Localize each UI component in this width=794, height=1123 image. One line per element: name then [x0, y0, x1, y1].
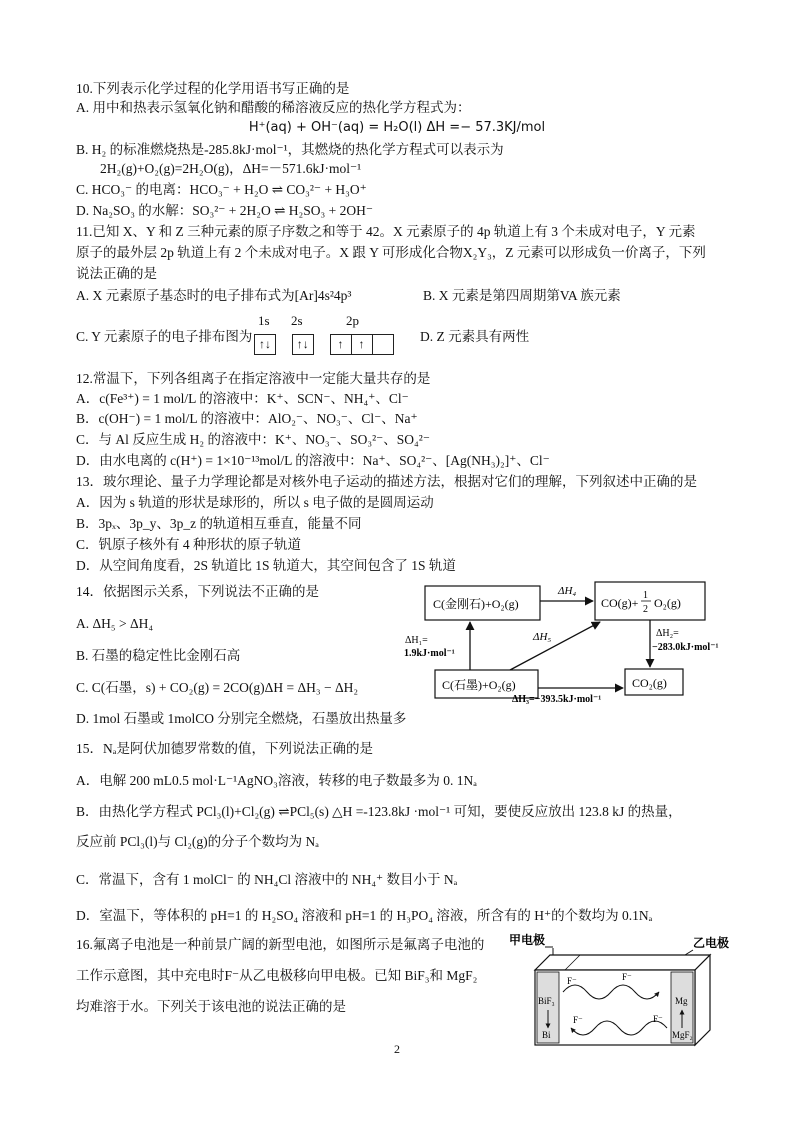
right-bottom-label: MgF₂ [672, 1030, 693, 1040]
q15-stem: 15．Nₐ是阿伏加德罗常数的值，下列说法正确的是 [76, 741, 373, 756]
q14-option-c: C. C(石墨，s) + CO₂(g) = 2CO(g)ΔH = ΔH₃ − ΔH₂ [76, 680, 359, 695]
q10-stem: 10.下列表示化学过程的化学用语书写正确的是 [76, 81, 350, 96]
ion-label-2: F⁻ [622, 972, 632, 982]
arrow-dh5 [510, 622, 600, 670]
battery-diagram [505, 930, 745, 1050]
left-top-label: BiF₃ [538, 996, 555, 1006]
half-denominator: 2 [643, 604, 648, 615]
box-co2-label: CO₂(g) [632, 676, 667, 690]
q16-stem-line3: 均难溶于水。下列关于该电池的说法正确的是 [76, 999, 346, 1014]
orbital-label-2s: 2s [291, 313, 303, 328]
q13-option-a: A．因为 s 轨道的形状是球形的，所以 s 电子做的是圆周运动 [76, 495, 434, 510]
q16-stem-line2: 工作示意图，其中充电时F⁻从乙电极移向甲电极。已知 BiF₃和 MgF₂ [76, 968, 478, 983]
q14-stem: 14．依据图示关系，下列说法不正确的是 [76, 584, 319, 599]
electrode-a-label: 甲电极 [509, 933, 546, 947]
q13-option-c: C．钒原子核外有 4 种形状的原子轨道 [76, 537, 302, 552]
ion-label-1: F⁻ [567, 976, 577, 986]
dh3-label: ΔH₃=−393.5kJ·mol⁻¹ [512, 694, 602, 705]
half-numerator: 1 [643, 590, 648, 601]
dh1-value: 1.9kJ·mol⁻¹ [404, 648, 455, 659]
q10-equation-b: 2H₂(g)+O₂(g)=2H₂O(g)，ΔH=－571.6kJ·mol⁻¹ [100, 161, 362, 176]
q13-option-b: B．3pₓ、3p_y、3p_z 的轨道相互垂直，能量不同 [76, 516, 362, 531]
q11-stem-line1: 11.已知 X、Y 和 Z 三种元素的原子序数之和等于 42。X 元素原子的 4p 轨道上有 3 个未成对电子，Y 元素 [76, 224, 696, 239]
q12-option-a: A．c(Fe³⁺) = 1 mol/L 的溶液中：K⁺、SCN⁻、NH₄⁺、Cl⁻ [76, 391, 409, 406]
orbital-label-1s: 1s [258, 313, 270, 328]
dh5-label: ΔH₅ [533, 631, 552, 643]
q11-option-c: C. Y 元素原子的电子排布图为 [76, 329, 253, 344]
q10-option-a: A. 用中和热表示氢氧化钠和醋酸的稀溶液反应的热化学方程式为： [76, 100, 471, 115]
q11-option-b: B. X 元素是第四周期第VA 族元素 [423, 288, 621, 303]
q11-stem-line3: 说法正确的是 [76, 266, 157, 281]
q16-stem-line1: 16.氟离子电池是一种前景广阔的新型电池，如图所示是氟离子电池的 [76, 937, 485, 952]
q15-option-c: C．常温下，含有 1 molCl⁻ 的 NH₄Cl 溶液中的 NH₄⁺ 数目小于 Nₐ [76, 872, 458, 887]
dh4-label: ΔH₄ [558, 585, 577, 597]
q12-option-d: D．由水电离的 c(H⁺) = 1×10⁻¹³mol/L 的溶液中：Na⁺、SO₄²⁻、[Ag(NH₃)₂]⁺、Cl⁻ [76, 453, 550, 468]
left-bottom-label: Bi [542, 1030, 551, 1040]
q15-option-a: A．电解 200 mL0.5 mol·L⁻¹AgNO₃溶液，转移的电子数最多为 0. 1Nₐ [76, 773, 477, 788]
q10-option-d: D. Na₂SO₃ 的水解：SO₃²⁻ + 2H₂O ⇌ H₂SO₃ + 2OH⁻ [76, 203, 373, 218]
box-diamond-label: C(金刚石)+O₂(g) [433, 597, 519, 611]
q12-option-b: B．c(OH⁻) = 1 mol/L 的溶液中：AlO₂⁻、NO₃⁻、Cl⁻、Na⁺ [76, 411, 418, 426]
q13-stem: 13．玻尔理论、量子力学理论都是对核外电子运动的描述方法，根据对它们的理解，下列叙述中正确的是 [76, 474, 697, 489]
box-co-label: CO(g)+ [601, 596, 639, 610]
q10-option-c: C. HCO₃⁻ 的电离：HCO₃⁻ + H₂O ⇌ CO₃²⁻ + H₃O⁺ [76, 182, 367, 197]
q10-equation-a: H⁺(aq) + OH⁻(aq) = H₂O(l) ΔH =− 57.3KJ/mol [248, 120, 546, 135]
dh1-label: ΔH₁= [405, 635, 428, 646]
q12-stem: 12.常温下，下列各组离子在指定溶液中一定能大量共存的是 [76, 371, 431, 386]
right-top-label: Mg [675, 996, 688, 1006]
orbital-cell-1s: ↑↓ [254, 334, 276, 355]
q11-option-d: D. Z 元素具有两性 [420, 329, 530, 344]
q13-option-d: D．从空间角度看，2S 轨道比 1S 轨道大，其空间包含了 1S 轨道 [76, 558, 456, 573]
ion-label-3: F⁻ [573, 1015, 583, 1025]
q10-option-b: B. H₂ 的标准燃烧热是-285.8kJ·mol⁻¹，其燃烧的热化学方程式可以表示为 [76, 142, 504, 157]
orbital-cell-2p-x: ↑ [330, 334, 352, 355]
q11-option-a: A. X 元素原子基态时的电子排布式为[Ar]4s²4p³ [76, 288, 352, 303]
page-number: 2 [394, 1042, 400, 1056]
dh2-value: −283.0kJ·mol⁻¹ [652, 642, 719, 653]
q12-option-c: C．与 Al 反应生成 H₂ 的溶液中：K⁺、NO₃⁻、SO₃²⁻、SO₄²⁻ [76, 432, 430, 447]
energy-diagram [400, 576, 730, 706]
electrode-b-label: 乙电极 [693, 936, 730, 950]
q15-option-b-line2: 反应前 PCl₃(l)与 Cl₂(g)的分子个数均为 Nₐ [76, 834, 319, 849]
ion-label-4: F⁻ [653, 1014, 663, 1024]
box-graphite-label: C(石墨)+O₂(g) [442, 678, 516, 692]
q14-option-d: D. 1mol 石墨或 1molCO 分别完全燃烧，石墨放出热量多 [76, 711, 407, 726]
orbital-cell-2p-z [372, 334, 394, 355]
q15-option-b-line1: B．由热化学方程式 PCl₃(l)+Cl₂(g) ⇌PCl₅(s) △H =-123.8kJ ·mol⁻¹ 可知，要使反应放出 123.8 kJ 的热量， [76, 804, 682, 819]
q11-stem-line2: 原子的最外层 2p 轨道上有 2 个未成对电子。X 跟 Y 可形成化合物X₂Y₃，Z 元素可以形成负一价离子，下列 [76, 245, 706, 260]
orbital-label-2p: 2p [346, 313, 359, 328]
orbital-cell-2s: ↑↓ [292, 334, 314, 355]
orbital-cell-2p-y: ↑ [351, 334, 373, 355]
dh2-label: ΔH₂= [656, 628, 679, 639]
q15-option-d: D．室温下，等体积的 pH=1 的 H₂SO₄ 溶液和 pH=1 的 H₃PO₄ 溶液，所含有的 H⁺的个数均为 0.1Nₐ [76, 908, 653, 923]
q14-option-b: B. 石墨的稳定性比金刚石高 [76, 648, 241, 663]
q14-option-a: A. ΔH₅ > ΔH₄ [76, 616, 154, 631]
box-co-tail: O₂(g) [654, 596, 681, 610]
orbital-diagram [254, 334, 393, 355]
